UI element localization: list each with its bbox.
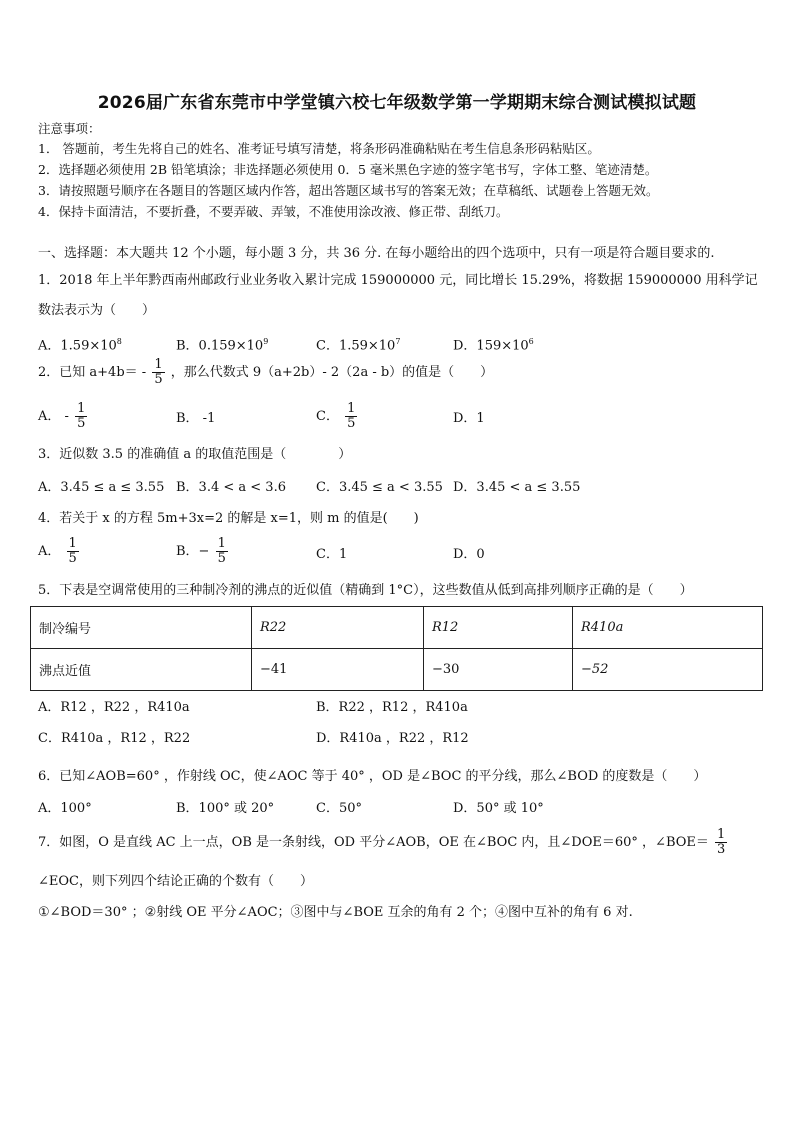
q2-option-c bbox=[316, 402, 359, 431]
q6-stem: 6．已知∠AOB=60° ，作射线 OC，使∠AOC 等于 40° ，OD 是∠BOC 的平分线，那么∠BOD 的度数是（ ） bbox=[38, 769, 707, 784]
q7-conclusions: ①∠BOD＝30° ；②射线 OE 平分∠AOC；③图中与∠BOE 互余的角有 2 个；④图中互补的角有 6 对. bbox=[38, 905, 633, 920]
q2-option-d: D．1 bbox=[453, 411, 485, 426]
q2-frac-num: 1 bbox=[154, 357, 163, 372]
q4-option-b-prefix: B．− bbox=[176, 544, 210, 559]
q2-option-a-prefix: A． - bbox=[38, 409, 69, 424]
q6-option-d: D．50° 或 10° bbox=[453, 801, 544, 816]
q4-option-b-fraction bbox=[216, 537, 228, 566]
q1-stem-line2: 数法表示为（ ） bbox=[38, 303, 156, 318]
q6-option-b: B．100° 或 20° bbox=[176, 801, 275, 816]
q1-option-d-base: D．159×10 bbox=[453, 338, 529, 354]
table-cell: R12 bbox=[424, 607, 573, 649]
q2-option-a-num: 1 bbox=[77, 401, 86, 416]
q2-frac-den: 5 bbox=[154, 372, 163, 387]
q5-refrigerant-table bbox=[30, 606, 763, 691]
q5-option-c: C．R410a ，R12 ，R22 bbox=[38, 731, 191, 746]
q5-option-a: A．R12 ，R22 ，R410a bbox=[38, 700, 190, 715]
q1-option-a-base: A．1.59×10 bbox=[38, 338, 117, 354]
table-cell: −52 bbox=[573, 649, 763, 691]
q1-option-a-exp: 8 bbox=[116, 337, 122, 346]
q1-option-b bbox=[176, 333, 268, 355]
q5-option-d: D．R410a ，R22 ，R12 bbox=[316, 731, 469, 746]
q4-option-a-prefix: A． bbox=[38, 544, 61, 559]
q3-option-c: C．3.45 ≤ a < 3.55 bbox=[316, 480, 443, 495]
table-row bbox=[31, 649, 763, 691]
q7-stem-line1 bbox=[38, 828, 729, 857]
q3-option-a: A．3.45 ≤ a ≤ 3.55 bbox=[38, 480, 165, 495]
q2-stem bbox=[38, 358, 493, 387]
q2-stem-pre: 2．已知 a+4b＝ - bbox=[38, 365, 147, 380]
note-item-4: 4．保持卡面清洁，不要折叠，不要弄破、弄皱，不准使用涂改液、修正带、刮纸刀。 bbox=[38, 204, 509, 219]
q4-option-b-den: 5 bbox=[217, 551, 226, 566]
q2-stem-fraction bbox=[152, 358, 164, 387]
note-item-1: 1． 答题前，考生先将自己的姓名、准考证号填写清楚，将条形码准确粘贴在考生信息条形码粘贴区。 bbox=[38, 141, 600, 156]
q2-option-a bbox=[38, 402, 89, 431]
q5-option-b: B．R22 ，R12 ，R410a bbox=[316, 700, 468, 715]
q6-option-c: C．50° bbox=[316, 801, 362, 816]
q7-stem-fraction bbox=[715, 828, 727, 857]
q4-option-a-den: 5 bbox=[68, 551, 77, 566]
table-cell: 制冷编号 bbox=[31, 607, 252, 649]
q1-option-d bbox=[453, 333, 534, 355]
q1-option-c-base: C．1.59×10 bbox=[316, 338, 396, 354]
q4-option-a-num: 1 bbox=[68, 536, 77, 551]
q7-stem-text: 7．如图，O 是直线 AC 上一点，OB 是一条射线，OD 平分∠AOB，OE 在∠BOC 内，且∠DOE＝60° ，∠BOE＝ bbox=[38, 835, 709, 850]
q7-frac-den: 3 bbox=[717, 842, 726, 857]
page-title: 2026届广东省东莞市中学堂镇六校七年级数学第一学期期末综合测试模拟试题 bbox=[97, 93, 697, 113]
q2-option-c-prefix: C． bbox=[316, 409, 339, 424]
table-cell: R410a bbox=[573, 607, 763, 649]
note-item-2: 2．选择题必须使用 2B 铅笔填涂；非选择题必须使用 0．5 毫米黑色字迹的签字笔书写，字体工整、笔迹清楚。 bbox=[38, 162, 658, 177]
q2-option-a-den: 5 bbox=[77, 416, 86, 431]
q3-stem: 3．近似数 3.5 的准确值 a 的取值范围是（ ） bbox=[38, 447, 352, 462]
q4-stem: 4．若关于 x 的方程 5m+3x=2 的解是 x=1，则 m 的值是( ) bbox=[38, 511, 419, 526]
q6-option-a: A．100° bbox=[38, 801, 92, 816]
notes-heading: 注意事项： bbox=[38, 121, 101, 136]
q2-option-c-fraction bbox=[345, 402, 357, 431]
table-cell: R22 bbox=[252, 607, 424, 649]
q4-option-a-fraction bbox=[67, 537, 79, 566]
q1-option-c bbox=[316, 333, 400, 355]
section-heading: 一、选择题：本大题共 12 个小题，每小题 3 分，共 36 分. 在每小题给出的四个选项中，只有一项是符合题目要求的. bbox=[38, 246, 715, 261]
q3-option-b: B．3.4 < a < 3.6 bbox=[176, 480, 286, 495]
q2-option-c-den: 5 bbox=[347, 416, 356, 431]
q1-stem-line1: 1．2018 年上半年黔西南州邮政行业业务收入累计完成 159000000 元，同比增长 15.29%，将数据 159000000 用科学记 bbox=[38, 273, 758, 288]
q4-option-d: D．0 bbox=[453, 547, 485, 562]
q7-stem-line2: ∠EOC，则下列四个结论正确的个数有（ ） bbox=[38, 874, 313, 889]
q7-frac-num: 1 bbox=[717, 827, 726, 842]
q5-stem: 5．下表是空调常使用的三种制冷剂的沸点的近似值（精确到 1°C），这些数值从低到高排列顺序正确的是（ ） bbox=[38, 583, 693, 598]
q4-option-b bbox=[176, 537, 230, 566]
q1-option-a bbox=[38, 333, 122, 355]
q4-option-b-num: 1 bbox=[217, 536, 226, 551]
q4-option-a bbox=[38, 537, 81, 566]
q1-option-c-exp: 7 bbox=[395, 337, 401, 346]
q1-option-b-base: B．0.159×10 bbox=[176, 338, 264, 354]
table-row bbox=[31, 607, 763, 649]
table-cell: −41 bbox=[252, 649, 424, 691]
q1-option-b-exp: 9 bbox=[263, 337, 269, 346]
table-cell: −30 bbox=[424, 649, 573, 691]
q1-option-d-exp: 6 bbox=[528, 337, 534, 346]
q2-stem-post: ，那么代数式 9（a+2b）- 2（2a - b）的值是（ ） bbox=[170, 365, 494, 380]
q2-option-a-fraction bbox=[75, 402, 87, 431]
table-cell: 沸点近值 bbox=[31, 649, 252, 691]
q2-option-c-num: 1 bbox=[347, 401, 356, 416]
q3-option-d: D．3.45 < a ≤ 3.55 bbox=[453, 480, 581, 495]
note-item-3: 3．请按照题号顺序在各题目的答题区域内作答，超出答题区域书写的答案无效；在草稿纸、试题卷上答题无效。 bbox=[38, 183, 659, 198]
q2-option-b: B． -1 bbox=[176, 411, 216, 426]
q4-option-c: C．1 bbox=[316, 547, 348, 562]
